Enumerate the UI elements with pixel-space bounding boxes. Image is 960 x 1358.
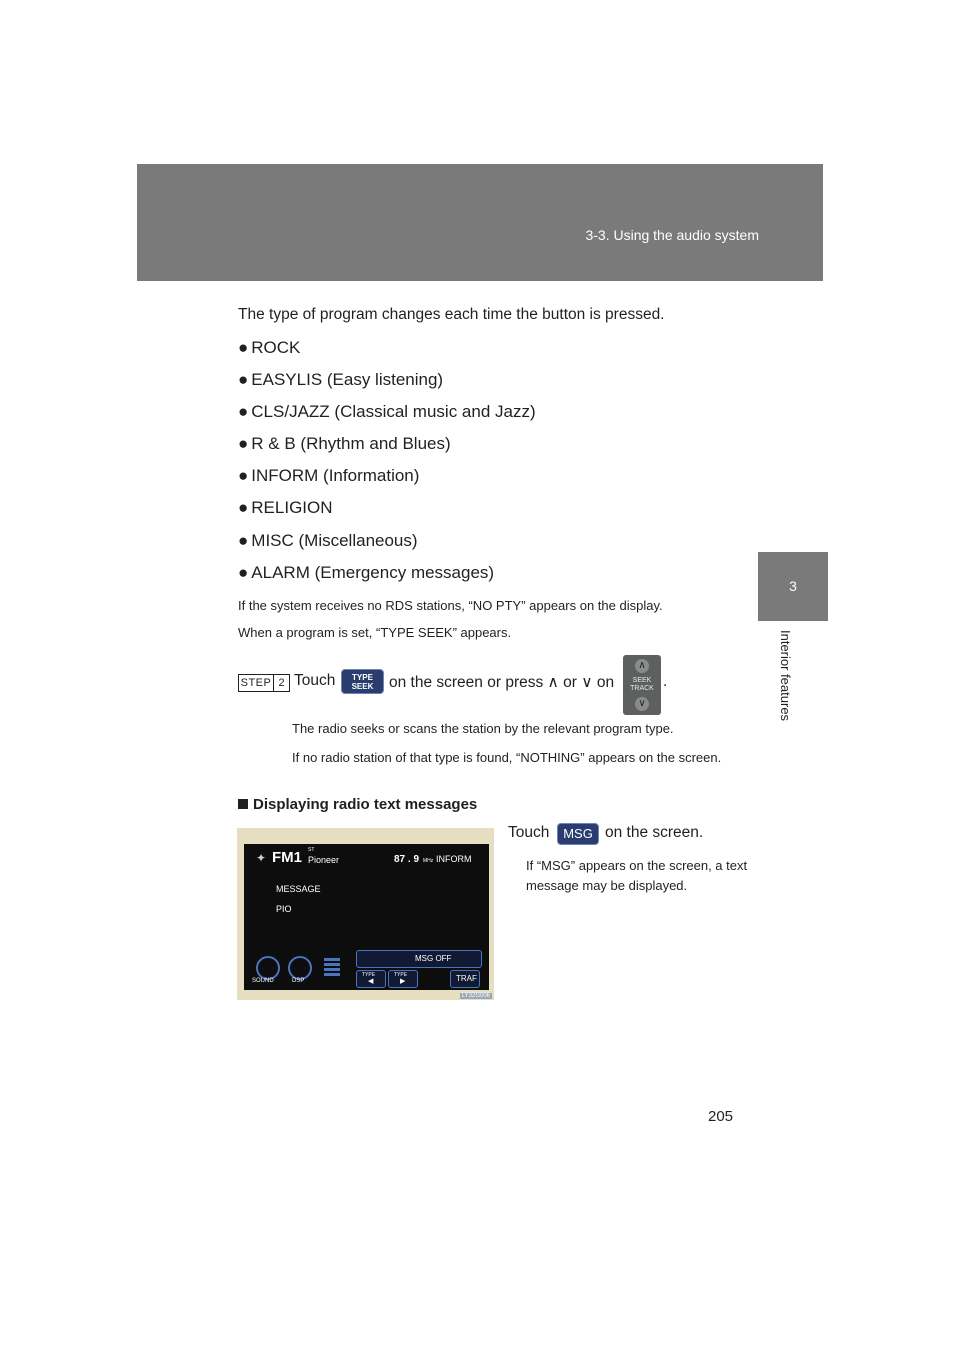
bullet-icon: ● (238, 434, 249, 453)
list-item (238, 370, 443, 390)
list-item-text: ALARM (Emergency messages) (251, 563, 495, 582)
list-item (238, 466, 419, 486)
chapter-label-text: Interior features (778, 630, 793, 722)
step-label: STEP (239, 675, 274, 691)
list-item (238, 531, 418, 551)
type-prev-button[interactable] (356, 970, 386, 988)
bullet-icon: ● (238, 338, 249, 357)
type-next-label: TYPE (394, 972, 408, 978)
note-type-seek: When a program is set, “TYPE SEEK” appears. (238, 625, 512, 640)
screen-illustration (237, 828, 494, 1000)
list-item-text: R & B (Rhythm and Blues) (251, 434, 451, 453)
seek-track-label (623, 677, 661, 693)
step-period: . (663, 673, 668, 690)
chapter-tab: 3 (758, 552, 828, 621)
header-bar (137, 164, 823, 281)
step-badge (238, 674, 290, 692)
list-item-text: CLS/JAZZ (Classical music and Jazz) (251, 402, 536, 421)
step-note-1: The radio seeks or scans the station by the relevant program type. (292, 721, 674, 736)
list-item-text: INFORM (Information) (251, 466, 420, 485)
sound-label: SOUND (252, 978, 274, 984)
step-note-2: If no radio station of that type is found, “NOTHING” appears on the screen. (292, 750, 722, 765)
right-arrow-icon: ▶ (400, 978, 406, 985)
chevron-up-icon: ∧ (635, 659, 649, 673)
intro-text: The type of program changes each time the button is pressed. (238, 306, 665, 323)
stereo-label: ST (308, 847, 315, 853)
step-number: 2 (278, 677, 285, 689)
bullet-icon: ● (238, 498, 249, 517)
step-instruction: on the screen or press ∧ or ∨ on (389, 674, 615, 691)
track-label: TRACK (630, 685, 654, 692)
type-seek-button[interactable] (341, 669, 384, 694)
bullet-icon: ● (238, 466, 249, 485)
msg-touch-text: Touch (508, 824, 550, 841)
list-item (238, 338, 300, 358)
figure-code: LY32G006 (461, 993, 490, 999)
msg-off-button[interactable] (356, 950, 482, 968)
bullet-icon: ● (238, 531, 249, 550)
chevron-down-icon: ∨ (635, 697, 649, 711)
antenna-icon: ✦ (256, 851, 267, 865)
list-item (238, 563, 494, 583)
list-item-text: EASYLIS (Easy listening) (251, 370, 444, 389)
note-no-pty: If the system receives no RDS stations, “NO PTY” appears on the display. (238, 598, 663, 613)
bullet-icon: ● (238, 402, 249, 421)
square-bullet-icon (238, 799, 248, 809)
type-prev-label: TYPE (362, 972, 376, 978)
msg-note: If “MSG” appears on the screen, a text message may be displayed. (526, 858, 748, 893)
list-item (238, 402, 536, 422)
program-type: INFORM (436, 854, 472, 864)
list-item (238, 498, 333, 518)
frequency-unit: MHz (423, 858, 434, 864)
chapter-label (775, 630, 793, 740)
msg-button[interactable]: MSG (557, 823, 599, 845)
page-number: 205 (708, 1108, 734, 1125)
msg-off-label: MSG OFF (415, 954, 452, 963)
type-next-button[interactable] (388, 970, 418, 988)
seek-track-button[interactable] (623, 655, 661, 715)
traf-label: TRAF (456, 974, 477, 983)
list-item (238, 434, 451, 454)
traf-button[interactable] (450, 970, 480, 988)
msg-after-text: on the screen. (605, 824, 704, 841)
band-label: FM1 (272, 849, 302, 866)
list-item-text: MISC (Miscellaneous) (251, 531, 418, 550)
section-heading (238, 796, 477, 813)
type-seek-button-line1: TYPE (352, 673, 373, 682)
section-title: 3-3. Using the audio system (585, 227, 759, 243)
section-heading-text: Displaying radio text messages (253, 796, 478, 813)
step-touch-text: Touch (294, 672, 336, 689)
type-seek-button-line2: SEEK (351, 682, 374, 691)
list-item-text: RELIGION (251, 498, 333, 517)
bullet-icon: ● (238, 370, 249, 389)
radio-display (244, 844, 489, 990)
frequency: 87 . 9 (394, 854, 420, 865)
message-line-1: MESSAGE (276, 884, 321, 894)
list-item-text: ROCK (251, 338, 301, 357)
dsp-label: DSP (292, 978, 305, 984)
sound-icon[interactable] (256, 956, 280, 980)
message-line-2: PIO (276, 904, 292, 914)
seek-label: SEEK (632, 677, 652, 684)
station-name: Pioneer (308, 855, 340, 865)
left-arrow-icon: ◀ (368, 978, 374, 985)
dsp-icon[interactable] (288, 956, 312, 980)
grid-icon[interactable] (324, 956, 340, 976)
bullet-icon: ● (238, 563, 249, 582)
